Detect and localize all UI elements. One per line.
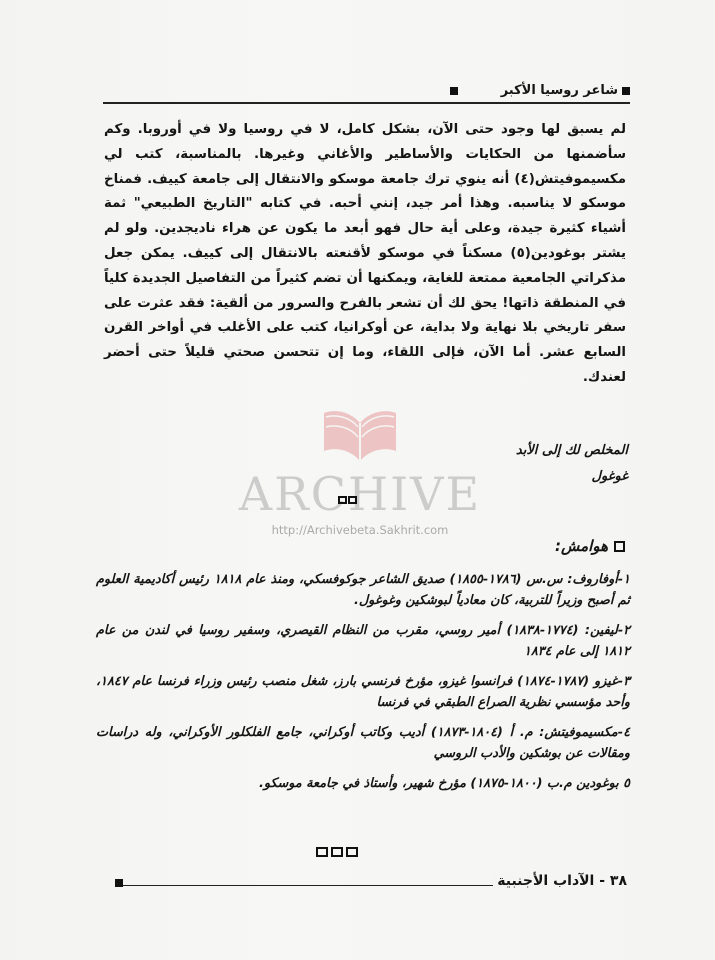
footnote: ٤-مكسيموفيتش: م. أ (١٨٠٤-١٨٧٣) أديب وكاتب أوكراني، جامع الفلكلور الأوكراني، وله دراسات ومقالات عن بوشكين والأدب الروسي <box>96 725 630 761</box>
letter-signoff <box>516 438 628 490</box>
archive-watermark <box>230 405 490 545</box>
footnote: ٥ بوغودين م.ب (١٨٠٠-١٨٧٥) مؤرخ شهير، وأستاذ في جامعة موسكو. <box>258 776 630 791</box>
footnotes <box>96 570 630 805</box>
header-title: شاعر روسيا الأكبر <box>500 83 618 98</box>
footnote: ٢-ليفين: (١٧٧٤-١٨٣٨) أمير روسي، مقرب من النظام القيصري، وسفير روسيا في لندن من عام ١٨١٢ إلى عام ١٨٣٤ <box>96 623 630 659</box>
end-marks <box>316 842 376 854</box>
running-header <box>103 82 630 104</box>
footer-page-label: ٣٨ - الآداب الأجنبية <box>493 873 627 889</box>
square-bullet-icon <box>614 541 625 552</box>
square-mark <box>331 847 343 857</box>
section-break-marks <box>338 489 362 499</box>
square-mark <box>346 847 358 857</box>
watermark-name: ARCHIVE <box>238 467 482 521</box>
watermark-url: http://Archivebeta.Sakhrit.com <box>271 523 449 537</box>
footnote: ١-أوفاروف: س.س (١٧٨٦-١٨٥٥) صديق الشاعر جوكوفسكي، ومنذ عام ١٨١٨ رئيس أكاديمية العلوم ثم أصبح وزيراً للتربية، كان معادياً لبوشكين وغوغول. <box>96 572 630 608</box>
square-mark <box>316 847 328 857</box>
signoff-signature: غوغول <box>591 469 628 484</box>
header-square-mark <box>450 87 458 95</box>
footnote: ٣-غيزو (١٧٨٧-١٨٧٤) فرانسوا غيزو، مؤرخ فرنسي بارز، شغل منصب رئيس وزراء فرنسا عام ١٨٤٧، وأحد مؤسسي نظرية الصراع الطبقي في فرنسا <box>96 674 630 710</box>
header-rule <box>103 102 630 104</box>
letter-body <box>104 118 626 391</box>
square-mark <box>338 496 347 504</box>
notes-heading-label: هوامش: <box>555 537 608 555</box>
signoff-closing: المخلص لك إلى الأبد <box>515 443 628 458</box>
page-footer <box>115 873 627 893</box>
footer-square-mark <box>115 879 123 887</box>
open-book-logo-icon <box>320 405 400 467</box>
square-mark <box>348 496 357 504</box>
notes-heading <box>555 537 625 555</box>
header-square-mark <box>622 87 630 95</box>
letter-paragraph: لم يسبق لها وجود حتى الآن، بشكل كامل، لا في روسيا ولا في أوروبا. وكم سأضمنها من الحكايات والأساطير والأغاني وغيرها. بالمناسبة، كتب لي مكسيموفيتش(٤) أنه ينوي ترك جامعة موسكو والانتقال إلى جامعة كييف. فمناخ موسكو لا يناسبه. وهذا أمر جيد، إنني أحبه. في كتابه "التاريخ الطبيعي" ثمة أشياء كثيرة جيدة، وعلى أية حال فهو أبعد ما يكون عن هراء ناديجدين. ولو لم يشتر بوغودين(٥) مسكناً في موسكو لأقنعته بالانتقال إلى كييف. يمكن جعل مذكراتي الجامعية ممتعة للغاية، ويمكنها أن تضم كثيراً من التفاصيل الجديدة كلياً في المنطقة ذاتها! يحق لك أن تشعر بالفرح والسرور من ألقية: فقد عثرت على سفر تاريخي بلا نهاية ولا بداية، عن أوكرانيا، كتب على الأغلب في أواخر القرن السابع عشر. أما الآن، فإلى اللقاء، وما إن تتحسن صحتي قليلاً حتى أحضر لعندك. <box>104 122 626 385</box>
